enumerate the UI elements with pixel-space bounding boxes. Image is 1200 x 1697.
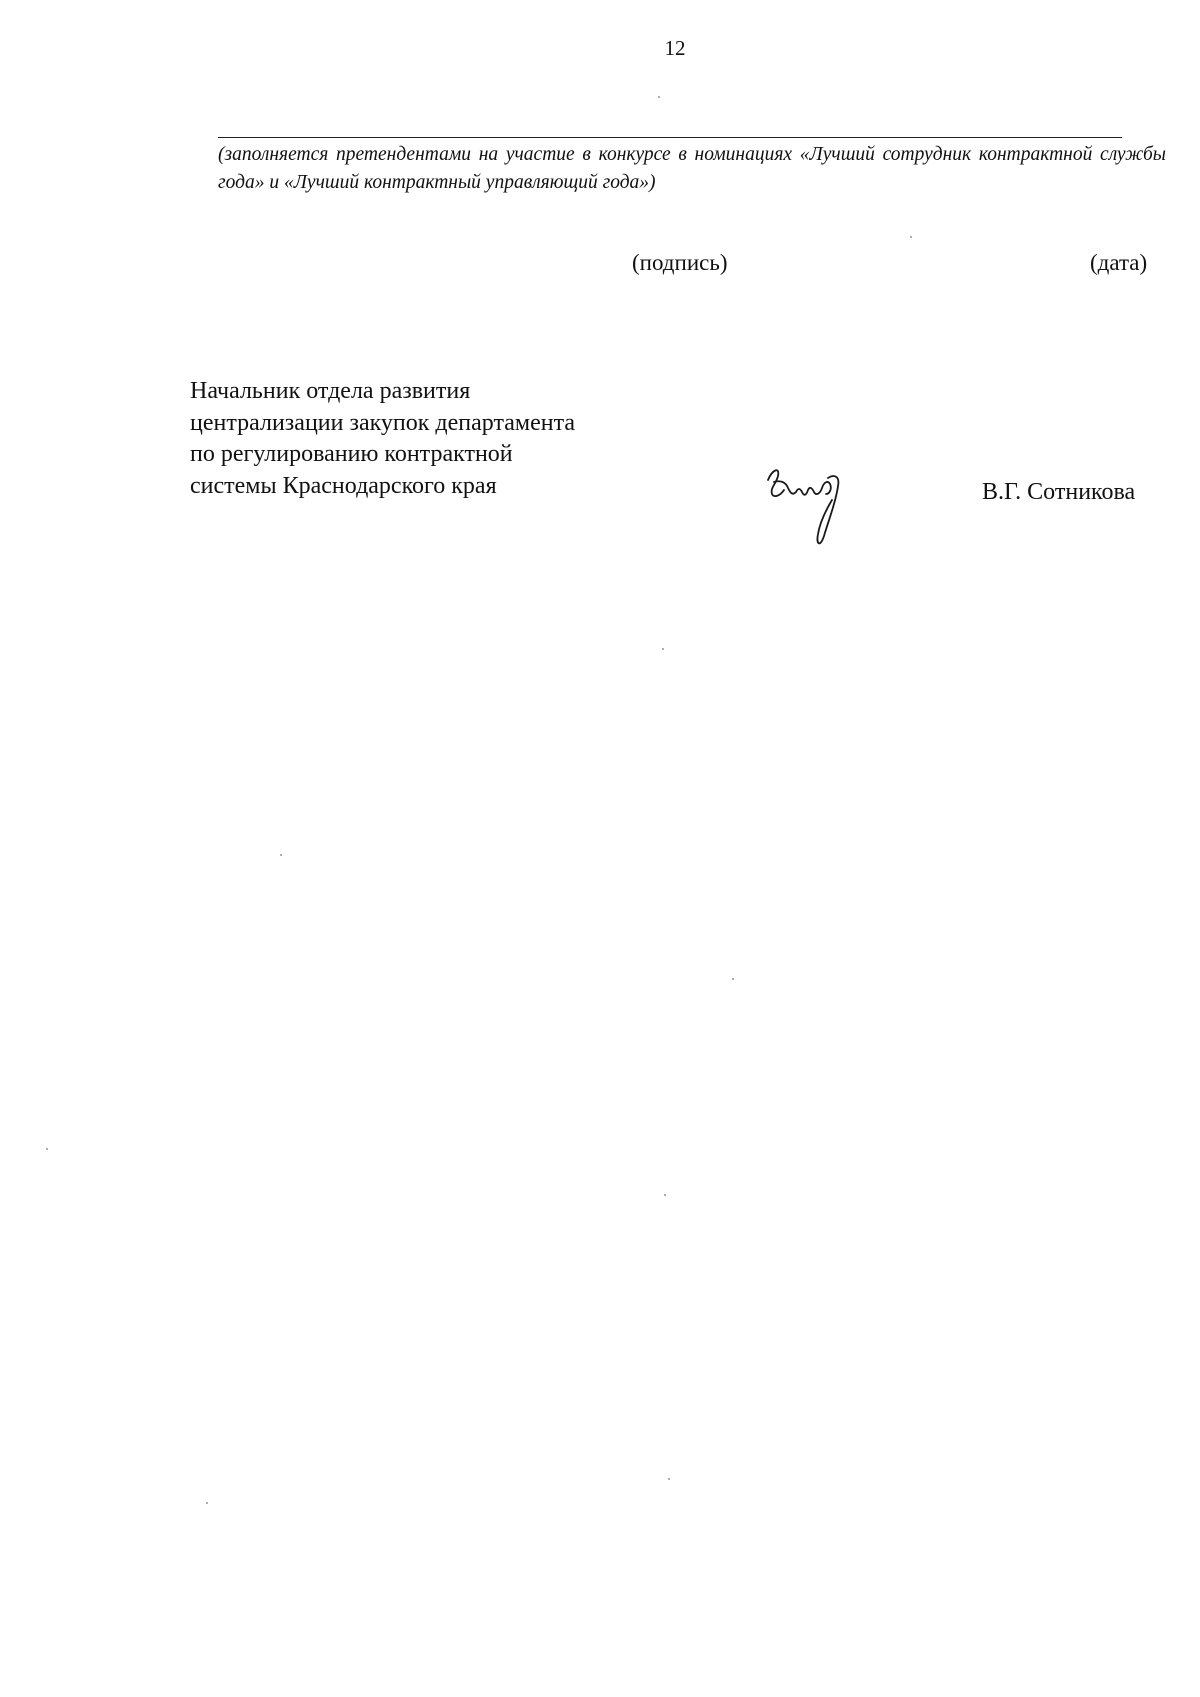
date-caption: (дата) bbox=[1090, 250, 1148, 275]
position-line: по регулированию контрактной bbox=[190, 441, 513, 467]
signatory-position bbox=[190, 376, 670, 502]
position-line: системы Краснодарского края bbox=[190, 472, 497, 499]
scan-speck bbox=[732, 978, 734, 980]
page-number: 12 bbox=[664, 36, 686, 60]
scan-speck bbox=[668, 1478, 670, 1480]
position-line: Начальник отдела развития bbox=[190, 378, 471, 404]
scan-speck bbox=[662, 648, 664, 650]
signature-caption: (подпись) bbox=[632, 250, 728, 275]
signatory-name: В.Г. Сотникова bbox=[982, 479, 1136, 505]
scan-speck bbox=[206, 1502, 208, 1504]
scan-speck bbox=[664, 1194, 666, 1196]
scan-speck bbox=[280, 854, 282, 856]
scan-speck bbox=[910, 236, 912, 238]
position-line: централизации закупок департамента bbox=[190, 409, 576, 436]
fill-instruction-note: (заполняется претендентами на участие в конкурсе в номинациях «Лучший сотрудник контрактной службы года» и «Лучший контрактный управляющий года») bbox=[218, 144, 1166, 193]
handwritten-signature bbox=[758, 452, 858, 552]
fill-in-line bbox=[218, 137, 1122, 138]
scan-speck bbox=[46, 1148, 48, 1150]
scan-speck bbox=[658, 96, 660, 98]
